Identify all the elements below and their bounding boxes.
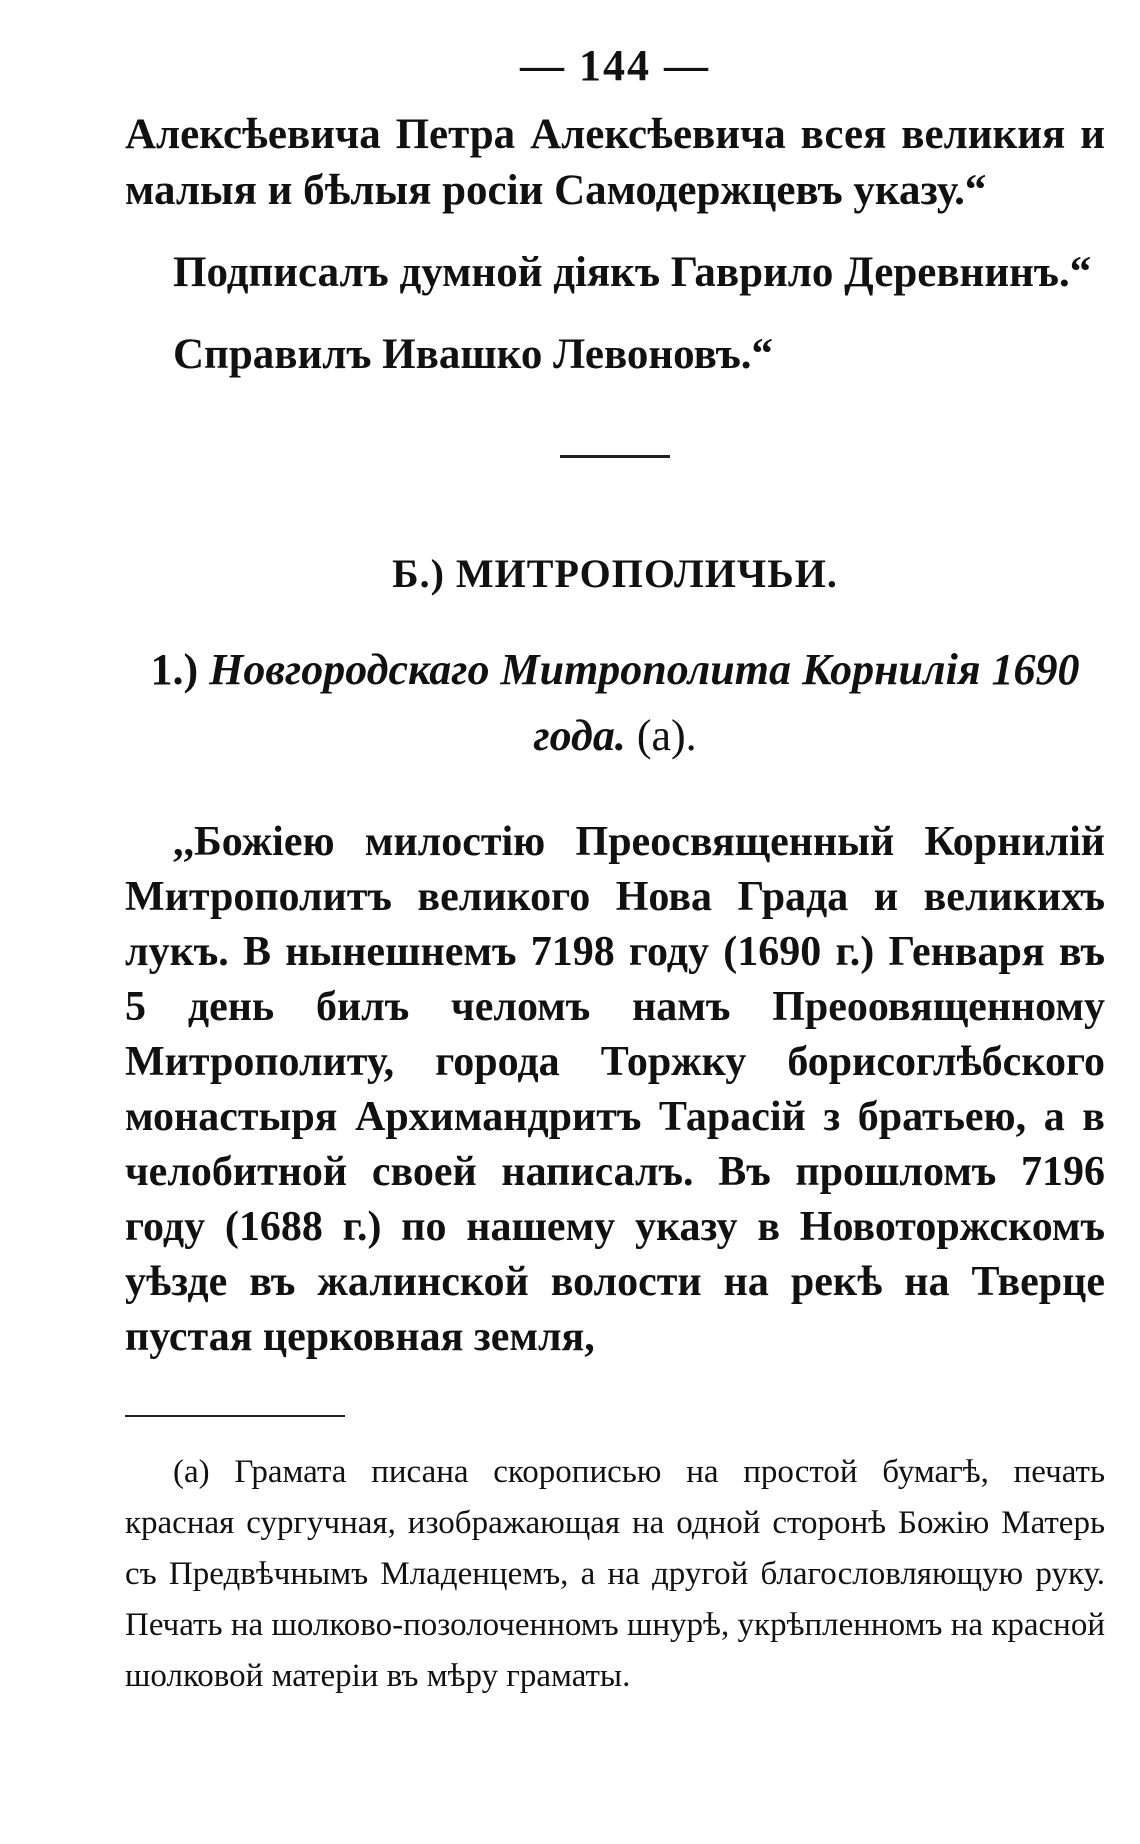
document-subheading: [125, 637, 1105, 769]
section-heading: Б.) МИТРОПОЛИЧЬИ.: [392, 551, 838, 596]
page-number: — 144 —: [520, 41, 710, 90]
paragraph-decree-ending: Алексѣевича Петра Алексѣевича всея великия и малыя и бѣлыя росіи Самодержцевъ указу.“: [125, 111, 1105, 214]
paragraph-signed-by: Подписалъ думной діякъ Гаврило Деревнинъ.“: [173, 249, 1092, 296]
paragraph-checked-by: Справилъ Ивашко Левоновъ.“: [173, 331, 774, 378]
footnote-divider: [125, 1415, 345, 1417]
subheading-number: 1.): [150, 645, 199, 694]
section-divider: [560, 455, 670, 458]
subheading-title: Новгородскаго Митрополита Корнилія 1690 года.: [209, 645, 1080, 760]
footnote: (а) Грамата писана скорописью на простой бумагѣ, печать красная сургучная, изображающая на одной сторонѣ Божію Матерь съ Предвѣчнымъ Младенцемъ, а на другой благословляющую руку. Печать на шолково-позолоченномъ шнурѣ, укрѣпленномъ на красной шолковой матеріи въ мѣру граматы.: [125, 1454, 1105, 1694]
footnote-reference: (а).: [636, 711, 697, 760]
book-page: [125, 40, 1105, 1702]
body-paragraph: ,,Божіею милостію Преосвященный Корнилій Митрополитъ великого Нова Града и великихъ лукъ. В нынешнемъ 7198 году (1690 г.) Генваря въ 5 день билъ челомъ намъ Преоовященному Митрополиту, города Торжку борисоглѣбского монастыря Архимандритъ Тарасій з братьею, а в челобитной своей написалъ. Въ прошломъ 7196 году (1688 г.) по нашему указу в Новоторжскомъ уѣзде въ жалинской волости на рекѣ на Тверце пустая церковная земля,: [125, 819, 1105, 1360]
